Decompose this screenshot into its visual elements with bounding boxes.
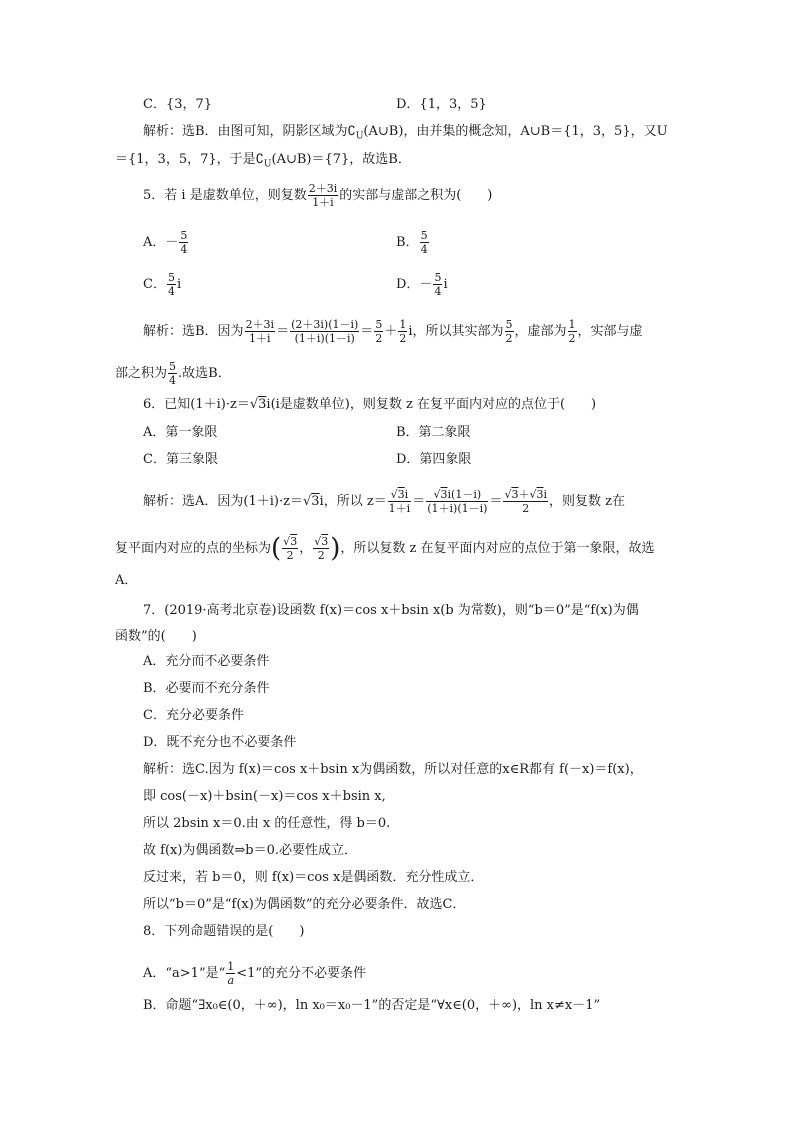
q6-analysis-line-1: 解析：选A．因为(1＋i)·z＝√3i，所以 z＝ $\frac{√3i}{1+i}$ ＝ $\frac{√3i(1-i)}{(1+i)(1-i)}$ ＝ $\frac{√3+√3i}{2}$ ，则复数 z在: [143, 488, 625, 515]
q6-option-a: A．第一象限: [143, 425, 218, 440]
q5-analysis-line-1: 解析：选B．因为 $\frac{2+3i}{1+i}$ ＝ $\frac{(2+3i)(1-i)}{(1+i)(1-i)}$ ＝ $\frac{5}{2}$ ＋ $\frac{1}{2}$ i，所以其实部为 $\frac{5}{2}$ ，虚部为 $\frac{1}{2}$ ，实部与虚: [143, 318, 643, 345]
q7-analysis-line-6: 所以“b＝0”是“f(x)为偶函数”的充分必要条件．故选C．: [143, 897, 466, 912]
q8-stem: 8．下列命题错误的是( ): [143, 924, 305, 939]
q7-option-d: D．既不充分也不必要条件: [143, 735, 297, 750]
q8-option-b: B．命题“∃x₀∈(0，＋∞)，ln x₀＝x₀－1”的否定是“∀x∈(0，＋∞)，ln x≠x－1”: [143, 998, 601, 1013]
q6-stem: 6．已知(1＋i)·z＝√3i(i是虚数单位)，则复数 z 在复平面内对应的点位于( ): [143, 397, 597, 412]
q7-analysis-line-1: 解析：选C.因为 f(x)＝cos x＋bsin x为偶函数，所以对任意的x∈R都有 f(－x)＝f(x)，: [143, 762, 643, 777]
q7-analysis-line-4: 故 f(x)为偶函数⇒b＝0.必要性成立．: [143, 843, 358, 858]
q7-stem-line-1: 7．(2019·高考北京卷)设函数 f(x)＝cos x＋bsin x(b 为常数)，则“b＝0”是“f(x)为偶: [143, 603, 639, 618]
q4-analysis-line-2: ＝{1，3，5，7}，于是$∁_U(A\cup B)=\{7\}$，故选B．: [115, 152, 411, 170]
q5-stem: 5．若 i 是虚数单位，则复数 $\frac{2+3i}{1+i}$ 的实部与虚部之积为( ): [143, 182, 493, 209]
q5-option-d: D．－ $\frac{5}{4}$ i: [396, 271, 448, 298]
q6-analysis-line-3: A．: [115, 573, 138, 588]
q7-option-b: B．必要而不充分条件: [143, 681, 270, 696]
q6-option-b: B．第二象限: [396, 425, 471, 440]
q5-option-a: A．－ $\frac{5}{4}$: [143, 229, 188, 256]
q6-option-d: D．第四象限: [396, 452, 472, 467]
q7-analysis-line-5: 反过来，若 b＝0，则 f(x)＝cos x是偶函数．充分性成立．: [143, 870, 484, 885]
q4-analysis-line-1: 解析：选B．由图可知，阴影区域为$∁_U(A\cup B)$，由并集的概念知，A∪B＝{1，3，5}，又U: [143, 124, 668, 142]
q4-option-d: D．{1，3，5}: [396, 97, 487, 112]
q5-analysis-line-2: 部之积为 $\frac{5}{4}$ .故选B．: [115, 360, 231, 387]
q7-option-c: C．充分必要条件: [143, 708, 244, 723]
q5-option-c: C． $\frac{5}{4}$ i: [143, 271, 182, 298]
q6-option-c: C．第三象限: [143, 452, 218, 467]
q8-option-a: A．“a>1”是“ $\frac{1}{a}$ <1”的充分不必要条件: [143, 960, 367, 987]
q7-stem-line-2: 函数”的( ): [115, 629, 197, 644]
q5-option-b: B． $\frac{5}{4}$: [396, 229, 428, 256]
q7-analysis-line-3: 所以 2bsin x＝0.由 x 的任意性，得 b＝0.: [143, 816, 391, 831]
q7-option-a: A．充分而不必要条件: [143, 654, 270, 669]
q7-analysis-line-2: 即 cos(－x)＋bsin(－x)＝cos x＋bsin x,: [143, 789, 386, 804]
q6-analysis-line-2: 复平面内对应的点的坐标为( $\frac{√3}{2}$ ， $\frac{√3}{2}$ )，所以复数 z 在复平面内对应的点位于第一象限，故选: [115, 533, 655, 564]
q4-option-c: C．{3，7}: [143, 97, 213, 112]
